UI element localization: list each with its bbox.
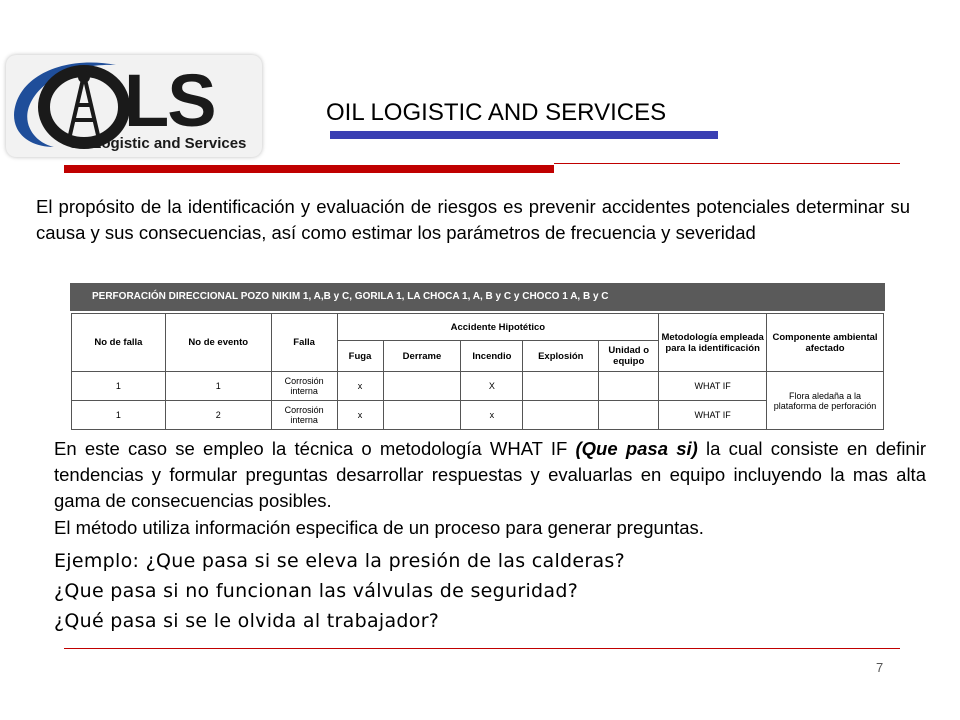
cell-unidad xyxy=(599,372,659,401)
cell-falla: Corrosión interna xyxy=(271,401,337,430)
logo-letters: LS xyxy=(124,59,215,142)
question-1: Ejemplo: ¿Que pasa si se eleva la presión de las calderas? xyxy=(54,550,626,572)
th-accidente: Accidente Hipotético xyxy=(337,314,659,341)
table-title: PERFORACIÓN DIRECCIONAL POZO NIKIM 1, A,B y C, GORILA 1, LA CHOCA 1, A, B y C y CHOCO 1 A, B y C xyxy=(70,283,885,311)
page-title: OIL LOGISTIC AND SERVICES xyxy=(326,99,667,126)
cell-componente: Flora aledaña a la plataforma de perforación xyxy=(767,372,884,430)
cell-derrame xyxy=(383,372,461,401)
cell-explosion xyxy=(523,401,599,430)
cell-explosion xyxy=(523,372,599,401)
red-divider-line xyxy=(554,163,900,164)
cell-no-falla: 1 xyxy=(72,401,166,430)
intro-paragraph: El propósito de la identificación y evaluación de riesgos es prevenir accidentes potenciales determinar su causa y sus consecuencias, así como estimar los parámetros de frecuencia y severidad xyxy=(36,196,910,243)
bottom-divider xyxy=(64,648,900,649)
question-3: ¿Qué pasa si se le olvida al trabajador? xyxy=(54,610,440,632)
th-metodologia: Metodología empleada para la identificación xyxy=(659,314,767,372)
cell-fuga: x xyxy=(337,401,383,430)
cell-fuga: x xyxy=(337,372,383,401)
cell-no-evento: 2 xyxy=(165,401,271,430)
th-fuga: Fuga xyxy=(337,341,383,372)
table-row xyxy=(72,401,884,430)
company-logo xyxy=(6,55,262,157)
method-line-2: El método utiliza información especifica de un proceso para generar preguntas. xyxy=(54,517,704,538)
page-number: 7 xyxy=(876,660,884,675)
th-no-evento: No de evento xyxy=(165,314,271,372)
th-unidad: Unidad o equipo xyxy=(599,341,659,372)
table-row xyxy=(72,372,884,401)
cell-metodologia: WHAT IF xyxy=(659,372,767,401)
cell-no-falla: 1 xyxy=(72,372,166,401)
method-paragraph xyxy=(54,436,926,514)
method-emphasis: (Que pasa si) xyxy=(575,438,698,459)
logo-subtitle: Oil Logistic and Services xyxy=(68,135,247,152)
cell-unidad xyxy=(599,401,659,430)
cell-falla: Corrosión interna xyxy=(271,372,337,401)
th-falla: Falla xyxy=(271,314,337,372)
cell-derrame xyxy=(383,401,461,430)
risk-table-image xyxy=(68,281,934,434)
question-2: ¿Que pasa si no funcionan las válvulas de seguridad? xyxy=(54,580,579,602)
cell-metodologia: WHAT IF xyxy=(659,401,767,430)
risk-table xyxy=(71,313,884,430)
th-incendio: Incendio xyxy=(461,341,523,372)
th-explosion: Explosión xyxy=(523,341,599,372)
title-underline xyxy=(330,131,718,139)
th-derrame: Derrame xyxy=(383,341,461,372)
cell-incendio: X xyxy=(461,372,523,401)
cell-incendio: x xyxy=(461,401,523,430)
red-divider-bar xyxy=(64,165,554,173)
th-componente: Componente ambiental afectado xyxy=(767,314,884,372)
method-text-before: En este caso se empleo la técnica o metodología WHAT IF xyxy=(54,438,576,459)
th-no-falla: No de falla xyxy=(72,314,166,372)
cell-no-evento: 1 xyxy=(165,372,271,401)
method-text-after: la cual consiste en definir tendencias y formular preguntas desarrollar respuestas y evaluarlas en equipo incluyendo la mas alta gama de consecuencias posibles. xyxy=(54,438,926,511)
